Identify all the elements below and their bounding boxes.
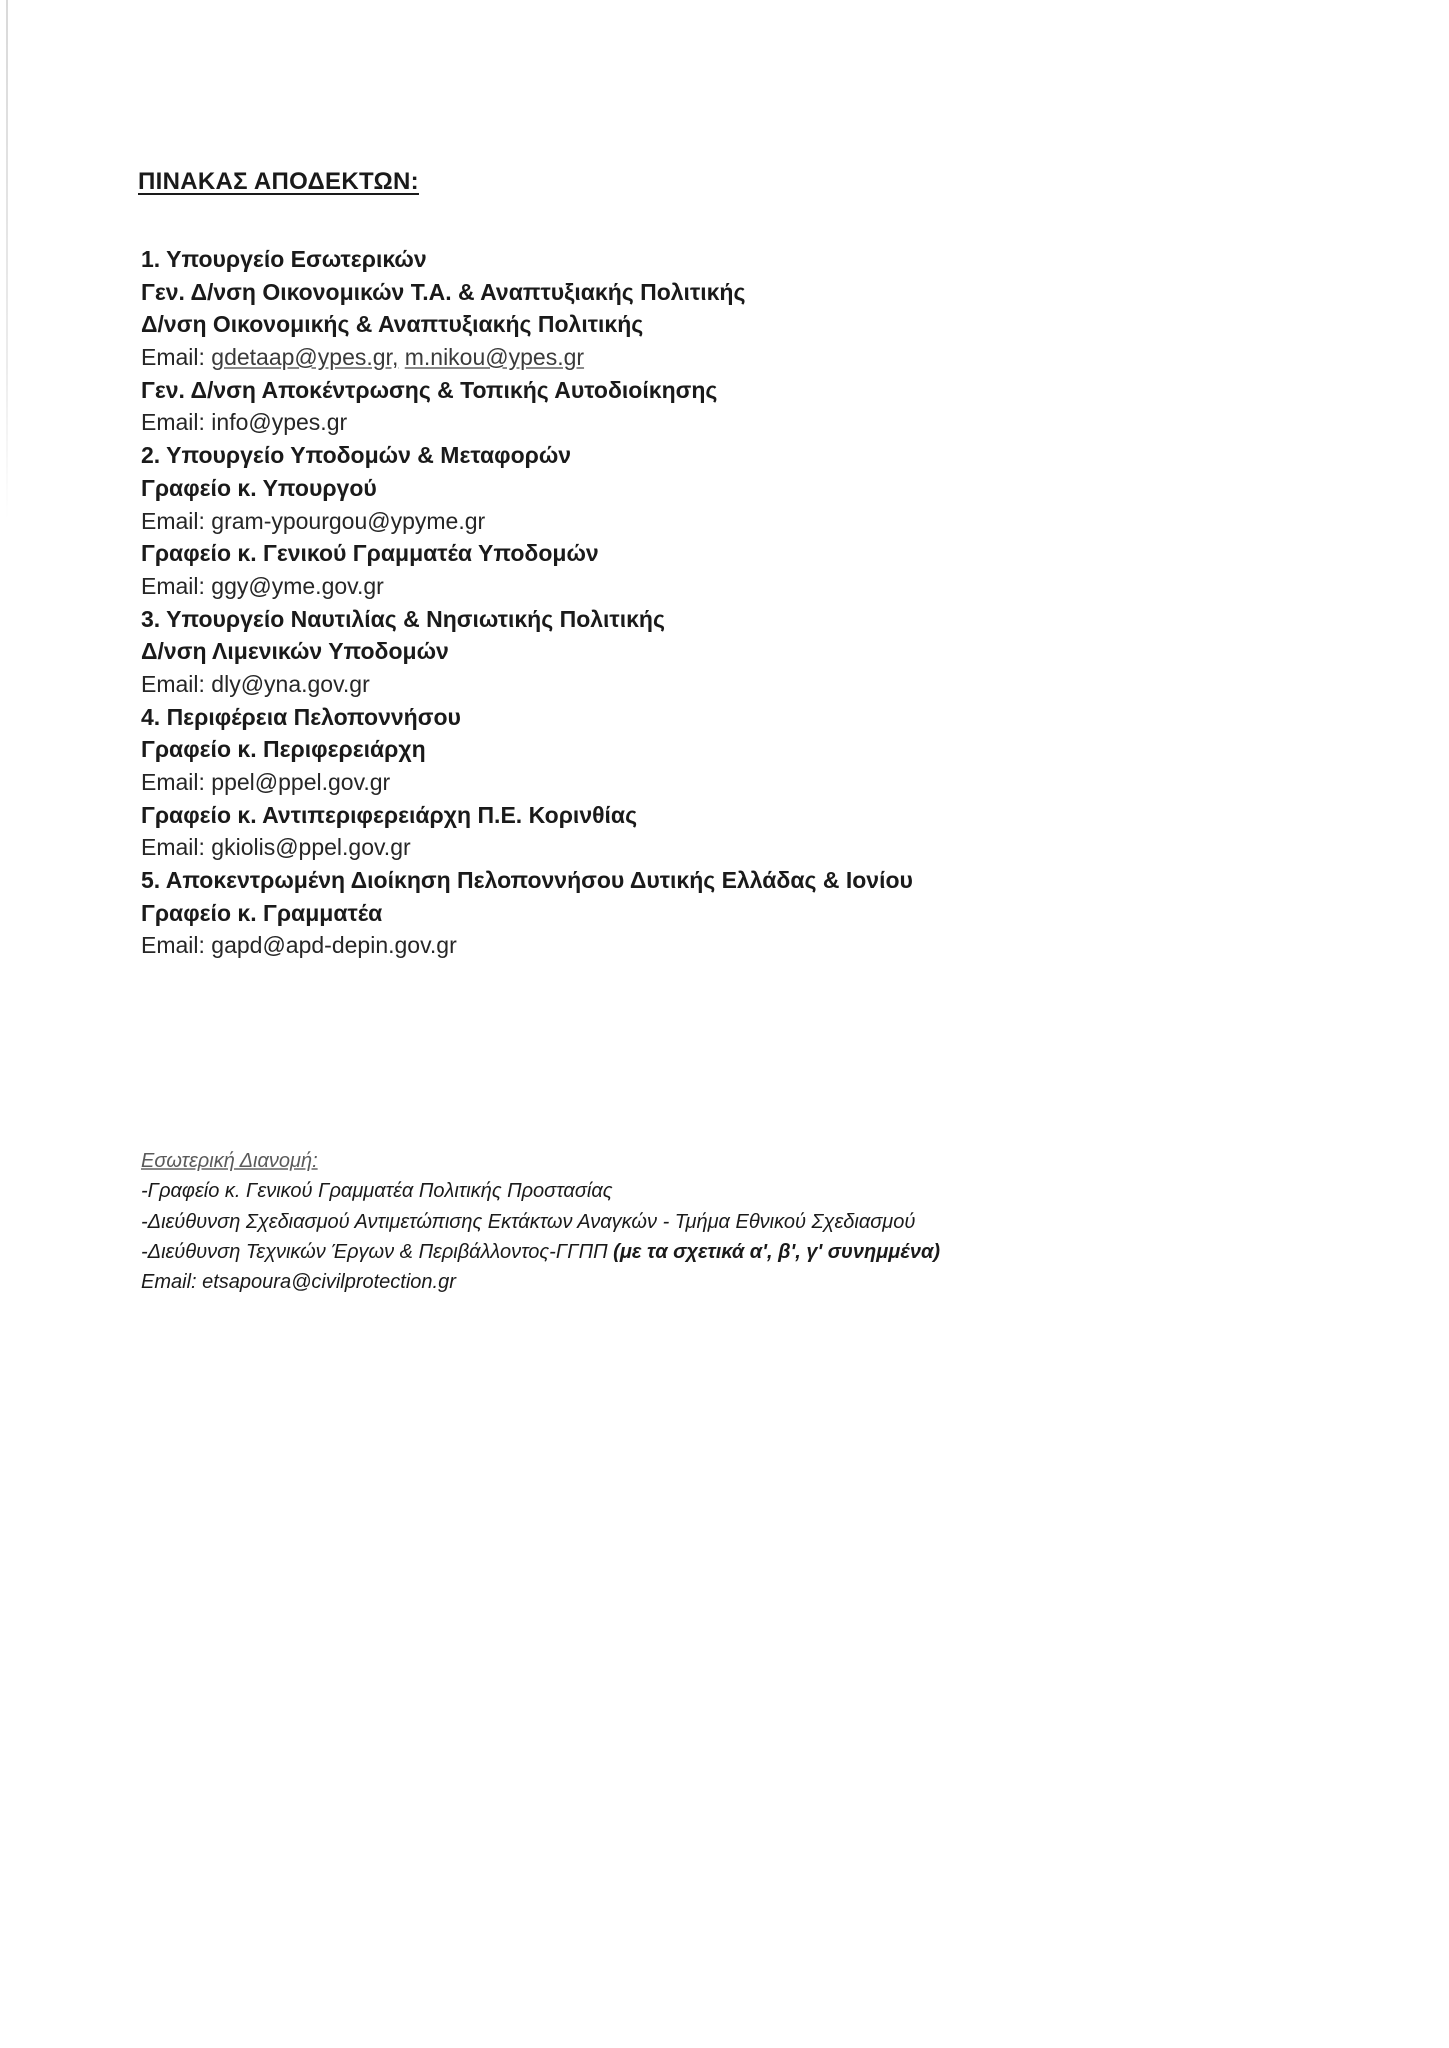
recipient-text: 1. Υπουργείο Εσωτερικών <box>141 246 427 272</box>
recipient-text: Γραφείο κ. Γενικού Γραμματέα Υποδομών <box>141 540 599 567</box>
recipient-heading-line <box>141 537 1141 570</box>
recipients-list <box>141 243 1141 962</box>
recipient-heading-line <box>141 799 1141 832</box>
internal-distribution-text: -Διεύθυνση Τεχνικών Έργων & Περιβάλλοντος-ΓΓΠΠ <box>141 1240 614 1263</box>
internal-distribution-title-line <box>141 1146 1341 1176</box>
recipient-text: Email: gapd@apd-depin.gov.gr <box>141 932 457 959</box>
recipient-heading-line <box>141 733 1141 766</box>
recipient-email-line <box>141 929 1141 962</box>
recipient-email-line <box>141 831 1141 864</box>
attachments-note: (με τα σχετικά α', β', γ' συνημμένα) <box>613 1240 941 1263</box>
recipients-heading: ΠΙΝΑΚΑΣ ΑΠΟΔΕΚΤΩΝ: <box>138 168 419 195</box>
recipient-heading-line <box>141 439 1141 472</box>
internal-distribution <box>141 1146 1341 1297</box>
recipient-email-line <box>141 341 1141 374</box>
recipient-email-line <box>141 505 1141 538</box>
recipient-text: Email: info@ypes.gr <box>141 409 348 436</box>
internal-distribution-text: -Διεύθυνση Σχεδιασμού Αντιμετώπισης Εκτάκτων Αναγκών - Τμήμα Εθνικού Σχεδιασμού <box>141 1210 916 1233</box>
recipient-text: Email: dly@yna.gov.gr <box>141 670 370 697</box>
recipient-heading-line <box>141 472 1141 505</box>
recipient-email-line <box>141 570 1141 603</box>
recipient-text: Γραφείο κ. Αντιπεριφερειάρχη Π.Ε. Κορινθίας <box>141 801 638 828</box>
recipient-heading-line <box>141 308 1141 341</box>
recipient-text: Email: ggy@yme.gov.gr <box>141 572 384 599</box>
recipient-text: Γεν. Δ/νση Αποκέντρωσης & Τοπικής Αυτοδιοίκησης <box>141 376 718 403</box>
internal-distribution-line <box>141 1237 1341 1267</box>
recipient-heading-line <box>141 897 1141 930</box>
recipient-text: Email: ppel@ppel.gov.gr <box>141 769 391 795</box>
recipient-heading-line <box>141 701 1141 734</box>
recipient-text: 5. Αποκεντρωμένη Διοίκηση Πελοποννήσου Δυτικής Ελλάδας & Ιονίου <box>141 867 913 894</box>
recipient-text: 2. Υπουργείο Υποδομών & Μεταφορών <box>141 442 572 469</box>
email-link[interactable]: gdetaap@ypes.gr, <box>211 344 399 371</box>
scan-edge-line <box>6 0 8 520</box>
recipient-heading-line <box>141 635 1141 668</box>
email-link[interactable]: m.nikou@ypes.gr <box>404 344 585 371</box>
internal-distribution-text: -Γραφείο κ. Γενικού Γραμματέα Πολιτικής Προστασίας <box>141 1180 613 1203</box>
recipient-heading-line <box>141 243 1141 276</box>
recipient-heading-line <box>141 603 1141 636</box>
recipient-text: Email: <box>141 344 212 371</box>
recipient-text: Δ/νση Λιμενικών Υποδομών <box>141 638 449 665</box>
internal-distribution-line <box>141 1207 1341 1237</box>
recipient-text: Γραφείο κ. Υπουργού <box>141 474 377 501</box>
recipient-text: 4. Περιφέρεια Πελοποννήσου <box>141 703 461 730</box>
recipient-text: Γραφείο κ. Γραμματέα <box>141 899 383 926</box>
recipient-heading-line <box>141 864 1141 897</box>
recipient-text: Email: gkiolis@ppel.gov.gr <box>141 834 411 861</box>
recipient-email-line <box>141 406 1141 439</box>
recipient-text: Γεν. Δ/νση Οικονομικών Τ.Α. & Αναπτυξιακής Πολιτικής <box>141 278 746 305</box>
internal-distribution-text: Email: etsapoura@civilprotection.gr <box>141 1271 456 1294</box>
recipient-heading-line <box>141 374 1141 407</box>
internal-distribution-title: Εσωτερική Διανομή: <box>141 1150 318 1172</box>
internal-distribution-lines <box>141 1176 1341 1297</box>
recipient-email-line <box>141 668 1141 701</box>
recipient-text: Δ/νση Οικονομικής & Αναπτυξιακής Πολιτικής <box>141 311 644 338</box>
internal-distribution-line <box>141 1176 1341 1206</box>
internal-distribution-line <box>141 1267 1341 1297</box>
recipient-email-line <box>141 766 1141 799</box>
recipient-text: 3. Υπουργείο Ναυτιλίας & Νησιωτικής Πολιτικής <box>141 605 665 632</box>
recipient-heading-line <box>141 276 1141 309</box>
recipient-text: Email: gram-ypourgou@ypyme.gr <box>141 507 486 534</box>
recipient-text: Γραφείο κ. Περιφερειάρχη <box>141 736 426 763</box>
